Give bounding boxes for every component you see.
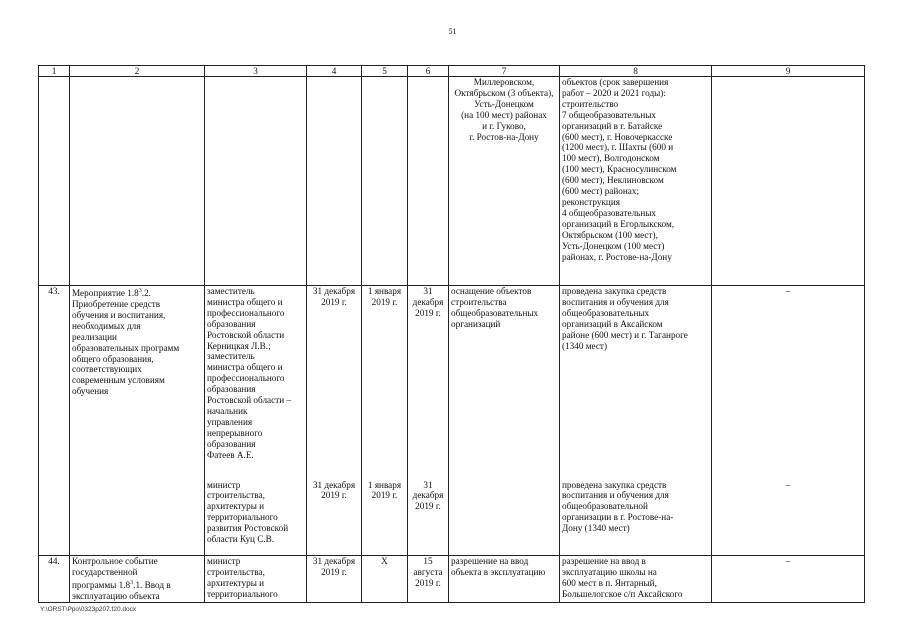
- cell-responsible: министр строительства, архитектуры и территориального развития Ростовской области Куц С.В.: [205, 480, 307, 556]
- cell-actual-result: проведена закупка средств воспитания и обучения для общеобразовательных организаций в Аксайском районе (600 мест) и г. Таганроге (1340 мест): [560, 286, 712, 480]
- cell-end-date: 31 декабря 2019 г.: [408, 480, 449, 556]
- cell-responsible: министр строительства, архитектуры и территориального: [205, 556, 307, 603]
- continuation-row: [39, 77, 865, 286]
- header-cell: 1: [39, 66, 70, 77]
- cell-activity-name: Контрольное событие государственной программы $1.8^3.1$. Ввод в эксплуатацию объекта: [70, 556, 205, 603]
- cell-plan-date: 31 декабря 2019 г.: [307, 556, 362, 603]
- cell-plan-date: 31 декабря 2019 г.: [307, 286, 362, 480]
- cell-responsible: заместитель министра общего и профессионального образования Ростовской области Керницкая Л.В.; заместитель министра общего и профессионального образования Ростовской области – начальник управления непрерывного образования Фатеев А.Е.: [205, 286, 307, 480]
- cell-expected-result: разрешение на ввод объекта в эксплуатацию: [449, 556, 560, 603]
- cell-expected-result: оснащение объектов строительства общеобразовательных организаций: [449, 286, 560, 480]
- cell-result-places: Миллеровском, Октябрьском (3 объекта), Усть-Донецком (на 100 мест) районах и г. Гуково, г. Ростов-на-Дону: [449, 77, 560, 286]
- cell-reason: –: [712, 556, 865, 603]
- file-path-footer: Y:\ORST\Ppo\0323p207.f20.docx: [40, 606, 137, 613]
- cell-reason: –: [712, 480, 865, 556]
- header-cell: 3: [205, 66, 307, 77]
- table-row-43a: [39, 286, 865, 480]
- cell-plan-date: 31 декабря 2019 г.: [307, 480, 362, 556]
- row-number: 44.: [39, 556, 70, 603]
- cell-result-details: объектов (срок завершения работ – 2020 и 2021 годы): строительство 7 общеобразовательных организаций в г. Батайске (600 мест), г. Новочеркасске (1200 мест), г. Шахты (600 и 100 мест), Волгодонском (100 мест), Красносулинском (600 мест), Неклиновском (600 мест) районах; реконструкция 4 общеобразовательных организаций в Егорлыкском, Октябрьском (100 мест), Усть-Донецком (100 мест) районах, г. Ростове-на-Дону: [560, 77, 712, 286]
- program-table: [38, 65, 865, 603]
- cell-end-date: 31 декабря 2019 г.: [408, 286, 449, 480]
- header-cell: 2: [70, 66, 205, 77]
- cell-start-date: 1 января 2019 г.: [362, 480, 408, 556]
- cell-actual-result: проведена закупка средств воспитания и обучения для общеобразовательной организации в г. Ростове-на- Дону (1340 мест): [560, 480, 712, 556]
- header-cell: 9: [712, 66, 865, 77]
- cell-expected-result: [449, 480, 560, 556]
- header-cell: 4: [307, 66, 362, 77]
- page-number: 51: [448, 27, 457, 36]
- cell-actual-result: разрешение на ввод в эксплуатацию школы на 600 мест в п. Янтарный, Большелогское с/п Аксайского: [560, 556, 712, 603]
- cell-reason: –: [712, 286, 865, 480]
- header-cell: 6: [408, 66, 449, 77]
- cell-start-date: 1 января 2019 г.: [362, 286, 408, 480]
- cell-activity-name: Мероприятие $1.8^3.2$. Приобретение средств обучения и воспитания, необходимых для реализации образовательных программ общего образования, соответствующих современным условиям обучения: [70, 286, 205, 556]
- cell-start-date: Х: [362, 556, 408, 603]
- header-row: [39, 66, 865, 77]
- header-cell: 7: [449, 66, 560, 77]
- header-cell: 8: [560, 66, 712, 77]
- row-number: 43.: [39, 286, 70, 556]
- table-row-44: [39, 556, 865, 603]
- header-cell: 5: [362, 66, 408, 77]
- cell-end-date: 15 августа 2019 г.: [408, 556, 449, 603]
